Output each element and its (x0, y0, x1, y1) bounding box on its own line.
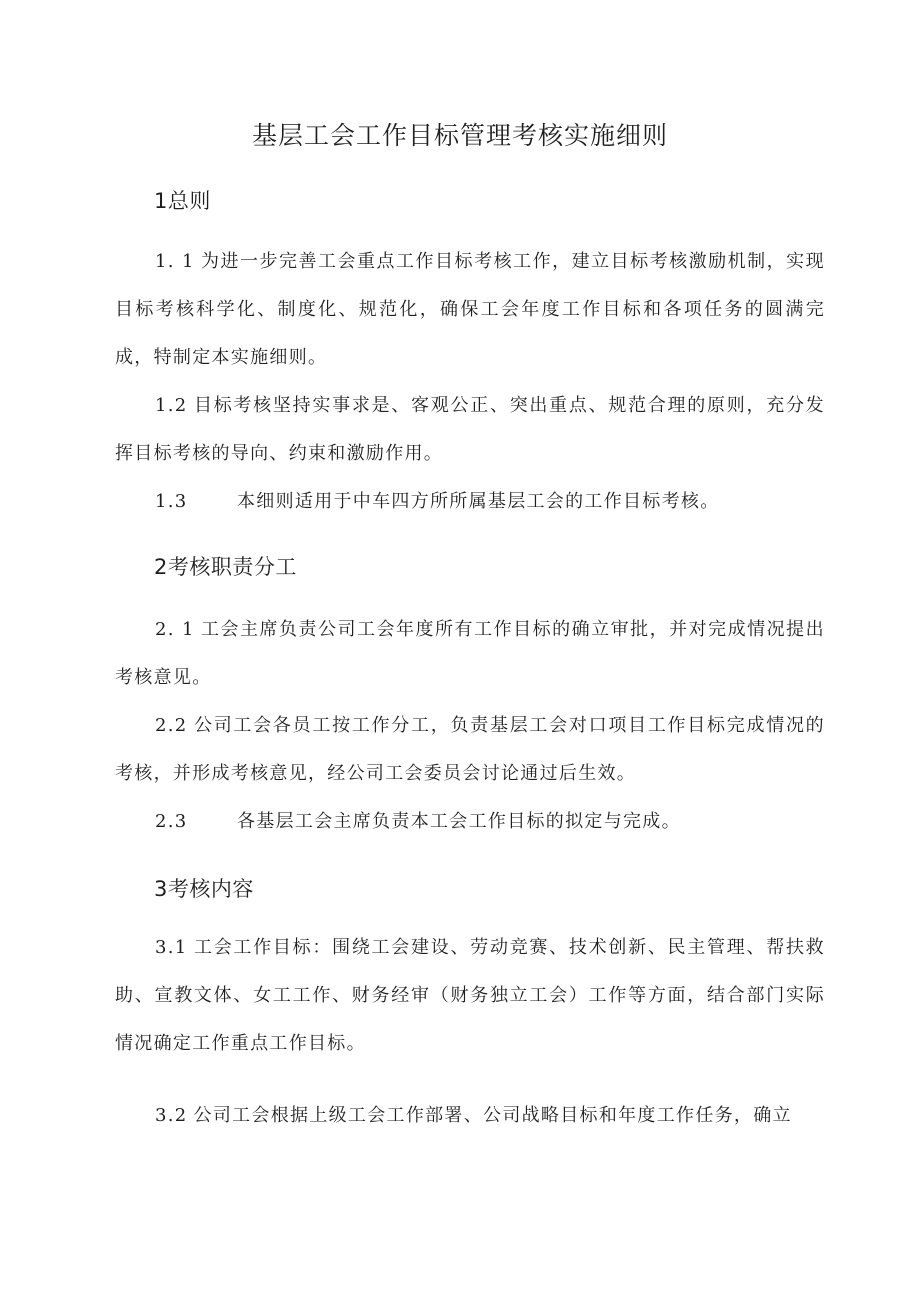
paragraph-number: 1.3 (155, 491, 188, 512)
paragraph-1-3 (115, 478, 825, 526)
paragraph-number: 2. 1 (155, 619, 195, 640)
paragraph-2-3 (115, 798, 825, 846)
paragraph-1-2 (115, 382, 825, 478)
paragraph-text: 工会主席负责公司工会年度所有工作目标的确立审批，并对完成情况提出考核意见。 (115, 619, 825, 688)
document-title: 基层工会工作目标管理考核实施细则 (251, 121, 668, 150)
paragraph-number: 1.2 (155, 395, 188, 416)
paragraph-number: 2.2 (155, 715, 188, 736)
section-heading-general: 1总则 (154, 189, 211, 213)
paragraph-number: 3.1 (155, 937, 188, 958)
paragraph-number: 3.2 (155, 1105, 188, 1126)
paragraph-text: 本细则适用于中车四方所所属基层工会的工作目标考核。 (237, 491, 720, 512)
paragraph-2-2 (115, 702, 825, 798)
paragraph-text: 公司工会根据上级工会工作部署、公司战略目标和年度工作任务，确立 (193, 1105, 792, 1126)
section-heading-responsibilities: 2考核职责分工 (154, 555, 297, 579)
paragraph-text: 为进一步完善工会重点工作目标考核工作，建立目标考核激励机制，实现目标考核科学化、制度化、规范化，确保工会年度工作目标和各项任务的圆满完成，特制定本实施细则。 (115, 251, 825, 368)
paragraph-text: 公司工会各员工按工作分工，负责基层工会对口项目工作目标完成情况的考核，并形成考核意见，经公司工会委员会讨论通过后生效。 (115, 715, 825, 784)
paragraph-text: 工会工作目标：围绕工会建设、劳动竞赛、技术创新、民主管理、帮扶救助、宣教文体、女工工作、财务经审（财务独立工会）工作等方面，结合部门实际情况确定工作重点工作目标。 (115, 937, 825, 1054)
section-heading-content: 3考核内容 (154, 877, 254, 901)
paragraph-3-1 (115, 924, 825, 1068)
paragraph-text: 目标考核坚持实事求是、客观公正、突出重点、规范合理的原则，充分发挥目标考核的导向、约束和激励作用。 (115, 395, 825, 464)
paragraph-number: 2.3 (155, 811, 188, 832)
paragraph-3-2 (115, 1092, 825, 1140)
paragraph-text: 各基层工会主席负责本工会工作目标的拟定与完成。 (237, 811, 681, 832)
paragraph-2-1 (115, 606, 825, 702)
paragraph-1-1 (115, 238, 825, 382)
paragraph-number: 1. 1 (155, 251, 195, 272)
